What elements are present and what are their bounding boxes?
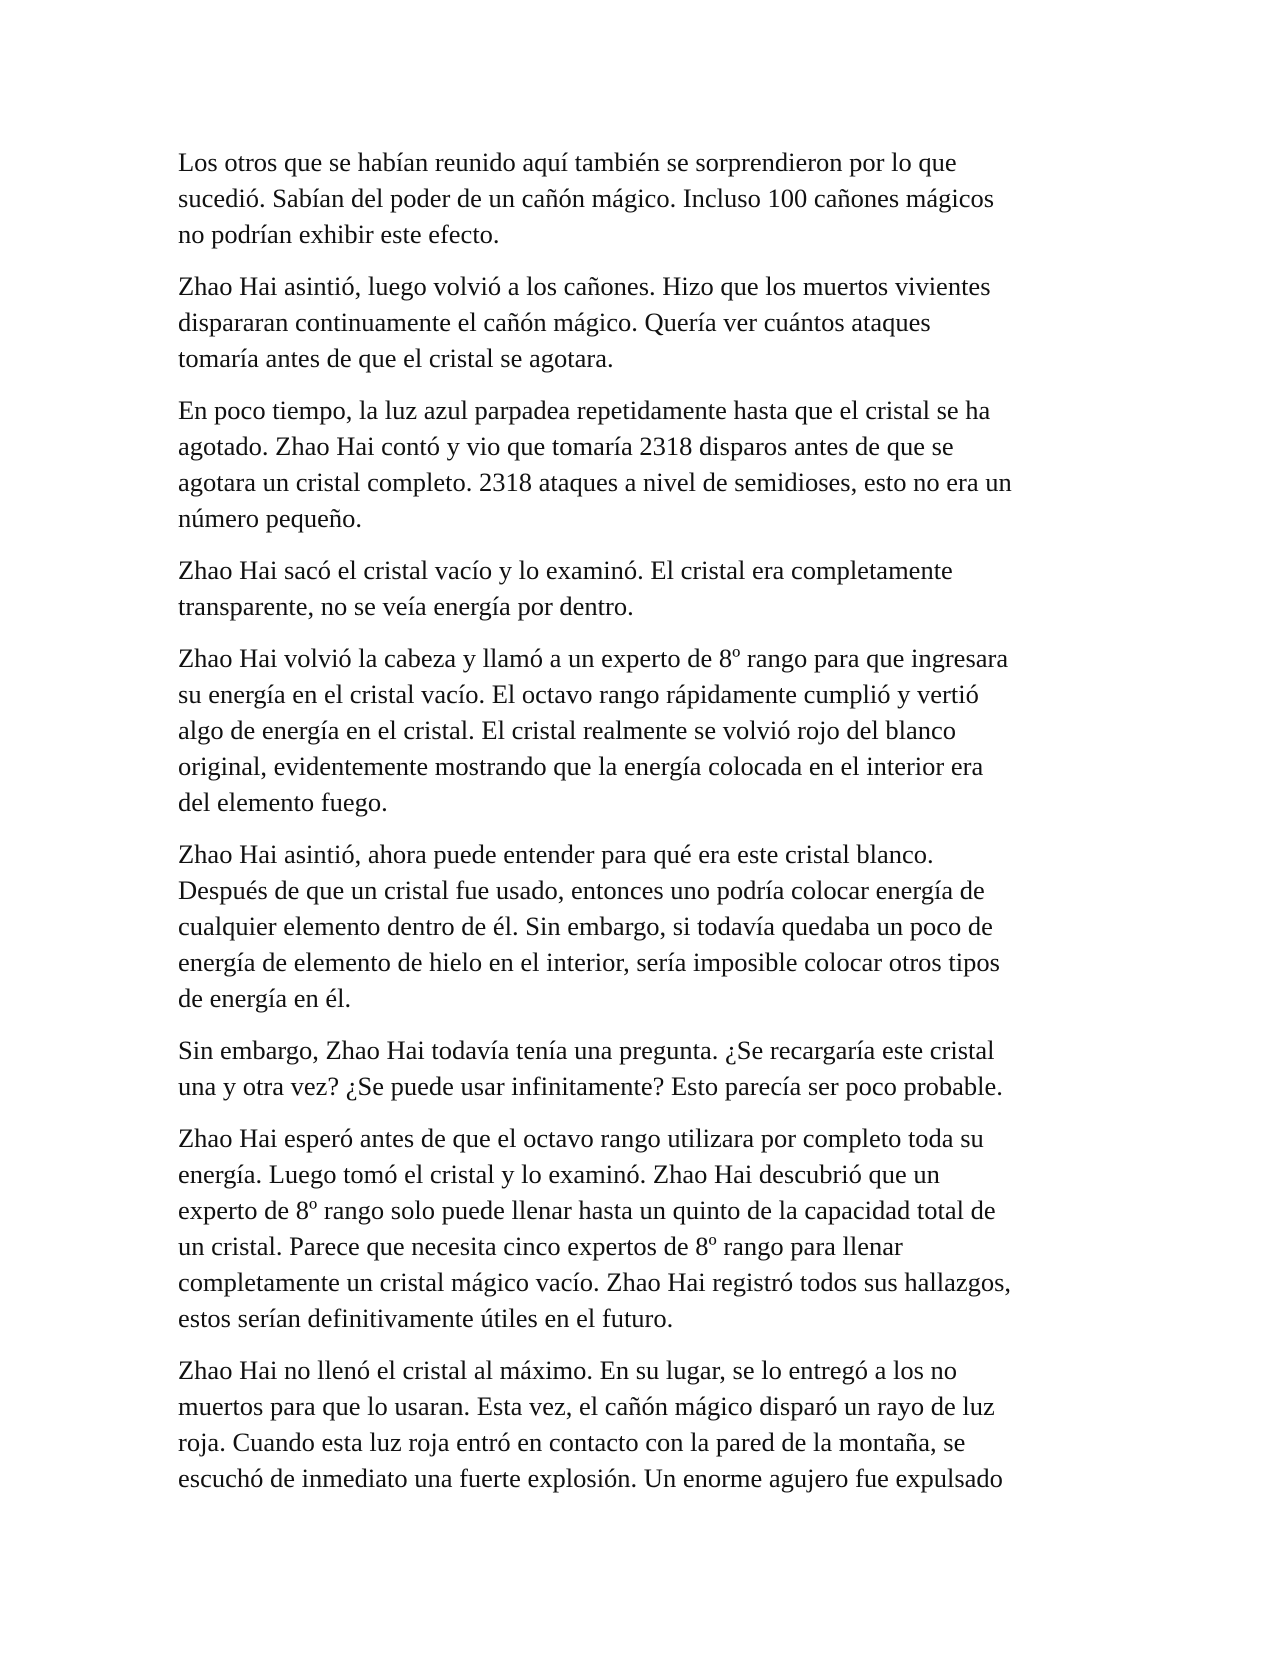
- paragraph-3: En poco tiempo, la luz azul parpadea repetidamente hasta que el cristal se ha agotado. Zhao Hai contó y vio que tomaría 2318 disparos antes de que se agotara un cristal completo. 2318 ataques a nivel de semidioses, esto no era un número pequeño.: [178, 395, 1012, 533]
- paragraph-8: Zhao Hai esperó antes de que el octavo rango utilizara por completo toda su energía. Luego tomó el cristal y lo examinó. Zhao Hai descubrió que un experto de 8º rango solo puede llenar hasta un quinto de la capacidad total de un cristal. Parece que necesita cinco expertos de 8º rango para llenar completamente un cristal mágico vacío. Zhao Hai registró todos sus hallazgos, estos serían definitivamente útiles en el futuro.: [178, 1123, 1012, 1333]
- paragraph-6: Zhao Hai asintió, ahora puede entender para qué era este cristal blanco. Después de que un cristal fue usado, entonces uno podría colocar energía de cualquier elemento dentro de él. Sin embargo, si todavía quedaba un poco de energía de elemento de hielo en el interior, sería imposible colocar otros tipos de energía en él.: [178, 839, 1000, 1013]
- paragraph-9: Zhao Hai no llenó el cristal al máximo. En su lugar, se lo entregó a los no muertos para que lo usaran. Esta vez, el cañón mágico disparó un rayo de luz roja. Cuando esta luz roja entró en contacto con la pared de la montaña, se escuchó de inmediato una fuerte explosión. Un enorme agujero fue expulsado: [178, 1355, 1003, 1493]
- document-page: [178, 144, 1108, 1512]
- paragraph-5: Zhao Hai volvió la cabeza y llamó a un experto de 8º rango para que ingresara su energía en el cristal vacío. El octavo rango rápidamente cumplió y vertió algo de energía en el cristal. El cristal realmente se volvió rojo del blanco original, evidentemente mostrando que la energía colocada en el interior era del elemento fuego.: [178, 643, 1009, 817]
- paragraph-4: Zhao Hai sacó el cristal vacío y lo examinó. El cristal era completamente transparente, no se veía energía por dentro.: [178, 555, 953, 621]
- paragraph-1: Los otros que se habían reunido aquí también se sorprendieron por lo que sucedió. Sabían del poder de un cañón mágico. Incluso 100 cañones mágicos no podrían exhibir este efecto.: [178, 147, 995, 249]
- paragraph-7: Sin embargo, Zhao Hai todavía tenía una pregunta. ¿Se recargaría este cristal una y otra vez? ¿Se puede usar infinitamente? Esto parecía ser poco probable.: [178, 1035, 1003, 1101]
- paragraph-2: Zhao Hai asintió, luego volvió a los cañones. Hizo que los muertos vivientes dispararan continuamente el cañón mágico. Quería ver cuántos ataques tomaría antes de que el cristal se agotara.: [178, 271, 991, 373]
